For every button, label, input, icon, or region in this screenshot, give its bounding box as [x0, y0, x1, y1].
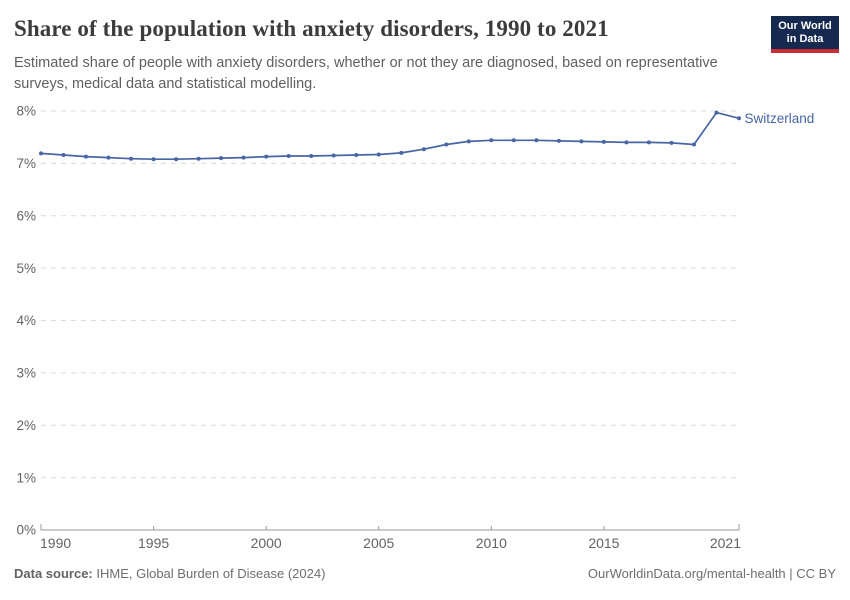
x-axis-tick-label: 2021 [709, 535, 741, 551]
y-axis-tick-label: 1% [16, 470, 36, 486]
y-axis-tick-label: 2% [16, 417, 36, 433]
series-label[interactable]: Switzerland [744, 110, 815, 126]
x-axis-tick-label: 2000 [250, 535, 282, 551]
data-point-marker[interactable] [624, 140, 628, 144]
data-point-marker[interactable] [737, 116, 741, 120]
data-point-marker[interactable] [84, 155, 88, 159]
data-point-marker[interactable] [602, 140, 606, 144]
x-axis-tick-label: 1995 [138, 535, 170, 551]
data-point-marker[interactable] [489, 138, 493, 142]
data-point-marker[interactable] [309, 154, 313, 158]
y-axis-tick-label: 7% [16, 156, 36, 172]
data-point-marker[interactable] [670, 141, 674, 145]
x-axis-tick-label: 2015 [588, 535, 620, 551]
owid-credit-link[interactable]: OurWorldinData.org/mental-health | CC BY [587, 566, 836, 581]
data-point-marker[interactable] [287, 154, 291, 158]
y-axis-tick-label: 8% [16, 103, 36, 119]
data-point-marker[interactable] [39, 151, 43, 155]
data-point-marker[interactable] [219, 156, 223, 160]
data-point-marker[interactable] [264, 155, 268, 159]
x-axis-tick-label: 1990 [40, 535, 72, 551]
data-point-marker[interactable] [62, 153, 66, 157]
data-source-label: Data source: [14, 566, 93, 581]
data-point-marker[interactable] [512, 138, 516, 142]
data-point-marker[interactable] [174, 157, 178, 161]
data-point-marker[interactable] [332, 154, 336, 158]
owid-logo-line2: in Data [786, 33, 824, 45]
data-point-marker[interactable] [107, 156, 111, 160]
data-point-marker[interactable] [534, 138, 538, 142]
data-source-value: IHME, Global Burden of Disease (2024) [96, 566, 326, 581]
data-point-marker[interactable] [692, 143, 696, 147]
data-point-marker[interactable] [129, 157, 133, 161]
data-point-marker[interactable] [647, 140, 651, 144]
series-line[interactable] [41, 113, 739, 160]
data-point-marker[interactable] [354, 153, 358, 157]
data-point-marker[interactable] [197, 157, 201, 161]
data-point-marker[interactable] [422, 147, 426, 151]
y-axis-tick-label: 0% [16, 522, 36, 538]
data-point-marker[interactable] [579, 139, 583, 143]
x-axis-tick-label: 2005 [363, 535, 395, 551]
chart-footer [14, 566, 836, 582]
y-axis-tick-label: 5% [16, 260, 36, 276]
data-point-marker[interactable] [377, 153, 381, 157]
data-point-marker[interactable] [467, 139, 471, 143]
x-axis-line [41, 524, 739, 530]
data-point-marker[interactable] [557, 139, 561, 143]
data-point-marker[interactable] [399, 151, 403, 155]
chart-subtitle: Estimated share of people with anxiety disorders, whether or not they are diagnosed, based on representative surveys, medical data and statistical modelling. [14, 55, 718, 92]
y-axis-tick-label: 6% [16, 208, 36, 224]
page-title: Share of the population with anxiety disorders, 1990 to 2021 [14, 16, 609, 41]
owid-logo-line1: Our World [778, 20, 832, 32]
data-point-marker[interactable] [242, 156, 246, 160]
data-point-marker[interactable] [444, 143, 448, 147]
y-axis-tick-label: 4% [16, 313, 36, 329]
data-point-marker[interactable] [715, 111, 719, 115]
y-axis-tick-label: 3% [16, 365, 36, 381]
x-axis-tick-label: 2010 [475, 535, 507, 551]
data-source [14, 566, 325, 582]
data-point-marker[interactable] [152, 157, 156, 161]
